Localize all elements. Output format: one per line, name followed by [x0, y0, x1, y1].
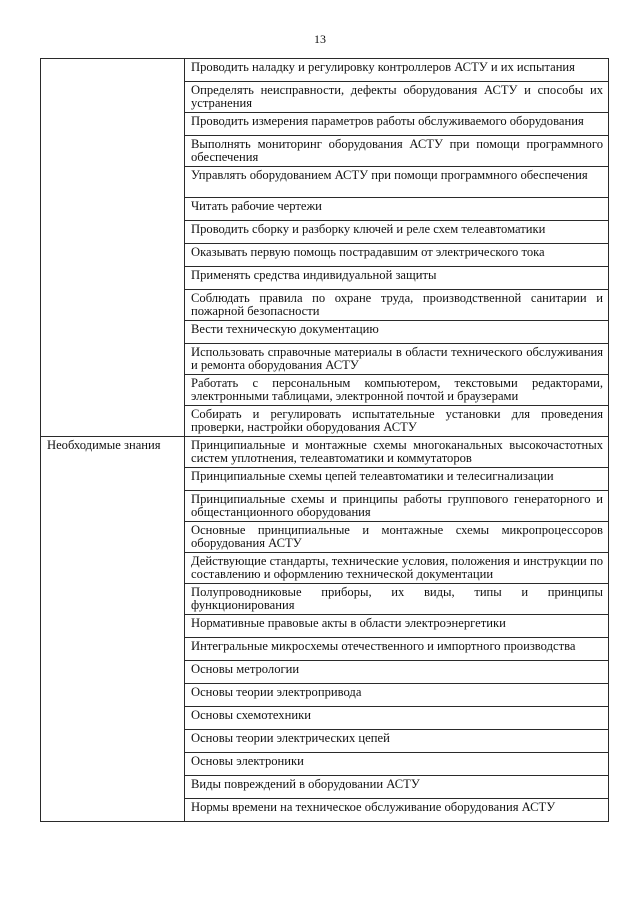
table-row: [41, 661, 609, 684]
section-label-cell: [41, 375, 185, 406]
section-label-cell: [41, 344, 185, 375]
skill-item: Проводить измерения параметров работы обслуживаемого оборудования: [185, 113, 609, 136]
knowledge-item: Основы теории электрических цепей: [185, 730, 609, 753]
section-label-cell: [41, 437, 185, 468]
table-row: [41, 522, 609, 553]
section-label-cell: [41, 321, 185, 344]
table-row: [41, 375, 609, 406]
table-row: [41, 584, 609, 615]
knowledge-item: Нормативные правовые акты в области электроэнергетики: [185, 615, 609, 638]
section-label-cell: [41, 198, 185, 221]
knowledge-item: Полупроводниковые приборы, их виды, типы и принципы функционирования: [185, 584, 609, 615]
skill-item: Работать с персональным компьютером, текстовыми редакторами, электронными таблицами, электронной почтой и браузерами: [185, 375, 609, 406]
table-row: [41, 221, 609, 244]
knowledge-item: Основы электроники: [185, 753, 609, 776]
skill-item: Собирать и регулировать испытательные установки для проведения проверки, настройки оборудования АСТУ: [185, 406, 609, 437]
knowledge-item: Основы теории электропривода: [185, 684, 609, 707]
table-row: [41, 553, 609, 584]
section-label-cell: [41, 661, 185, 684]
table-row: [41, 468, 609, 491]
table-row: [41, 684, 609, 707]
section-label-cell: [41, 584, 185, 615]
skill-item: Читать рабочие чертежи: [185, 198, 609, 221]
table-row: [41, 198, 609, 221]
section-label-cell: [41, 113, 185, 136]
skill-item: Использовать справочные материалы в области технического обслуживания и ремонта оборудования АСТУ: [185, 344, 609, 375]
section-label-cell: [41, 59, 185, 82]
skill-item: Применять средства индивидуальной защиты: [185, 267, 609, 290]
skill-item: Определять неисправности, дефекты оборудования АСТУ и способы их устранения: [185, 82, 609, 113]
knowledge-item: Нормы времени на техническое обслуживание оборудования АСТУ: [185, 799, 609, 822]
section-label-cell: [41, 707, 185, 730]
section-label-cell: [41, 553, 185, 584]
skill-item: Выполнять мониторинг оборудования АСТУ при помощи программного обеспечения: [185, 136, 609, 167]
skill-item: Соблюдать правила по охране труда, производственной санитарии и пожарной безопасности: [185, 290, 609, 321]
table-row: [41, 113, 609, 136]
section-label-cell: [41, 776, 185, 799]
table-row: [41, 491, 609, 522]
table-row: [41, 321, 609, 344]
section-label-cell: [41, 267, 185, 290]
table-row: [41, 776, 609, 799]
skill-item: Оказывать первую помощь пострадавшим от электрического тока: [185, 244, 609, 267]
section-label-cell: [41, 290, 185, 321]
section-label-cell: [41, 799, 185, 822]
table-row: [41, 799, 609, 822]
section-label-cell: [41, 522, 185, 553]
knowledge-item: Действующие стандарты, технические условия, положения и инструкции по составлению и оформлению технической документации: [185, 553, 609, 584]
table-row: [41, 290, 609, 321]
table-row: [41, 267, 609, 290]
knowledge-item: Принципиальные схемы и принципы работы группового генераторного и общестанционного оборудования: [185, 491, 609, 522]
table-row: [41, 136, 609, 167]
knowledge-item: Основы схемотехники: [185, 707, 609, 730]
skill-item: Проводить сборку и разборку ключей и реле схем телеавтоматики: [185, 221, 609, 244]
competency-table: [40, 58, 609, 822]
table-row: [41, 638, 609, 661]
section-label-cell: [41, 730, 185, 753]
table-row: [41, 244, 609, 267]
table-row: [41, 753, 609, 776]
table-row: [41, 59, 609, 82]
section-label-cell: [41, 244, 185, 267]
table-row: [41, 437, 609, 468]
table-row: [41, 730, 609, 753]
knowledge-item: Основные принципиальные и монтажные схемы микропроцессоров оборудования АСТУ: [185, 522, 609, 553]
table-row: [41, 344, 609, 375]
skill-item: Проводить наладку и регулировку контроллеров АСТУ и их испытания: [185, 59, 609, 82]
section-label-cell: [41, 406, 185, 437]
section-label-cell: [41, 615, 185, 638]
section-label-cell: [41, 221, 185, 244]
skill-item: Вести техническую документацию: [185, 321, 609, 344]
section-label-cell: [41, 491, 185, 522]
knowledge-item: Принципиальные схемы цепей телеавтоматики и телесигнализации: [185, 468, 609, 491]
section-label-cell: [41, 136, 185, 167]
knowledge-section-label: Необходимые знания: [47, 438, 161, 452]
knowledge-item: Интегральные микросхемы отечественного и импортного производства: [185, 638, 609, 661]
knowledge-item: Принципиальные и монтажные схемы многоканальных высокочастотных систем уплотнения, телеавтоматики и коммутаторов: [185, 437, 609, 468]
section-label-cell: [41, 753, 185, 776]
section-label-cell: [41, 684, 185, 707]
table-row: [41, 406, 609, 437]
table-row: [41, 82, 609, 113]
knowledge-item: Виды повреждений в оборудовании АСТУ: [185, 776, 609, 799]
section-label-cell: [41, 82, 185, 113]
section-label-cell: [41, 468, 185, 491]
table-row: [41, 167, 609, 198]
table-row: [41, 615, 609, 638]
table-row: [41, 707, 609, 730]
page-number: 13: [314, 32, 326, 46]
section-label-cell: [41, 638, 185, 661]
knowledge-item: Основы метрологии: [185, 661, 609, 684]
section-label-cell: [41, 167, 185, 198]
skill-item: Управлять оборудованием АСТУ при помощи программного обеспечения: [185, 167, 609, 198]
